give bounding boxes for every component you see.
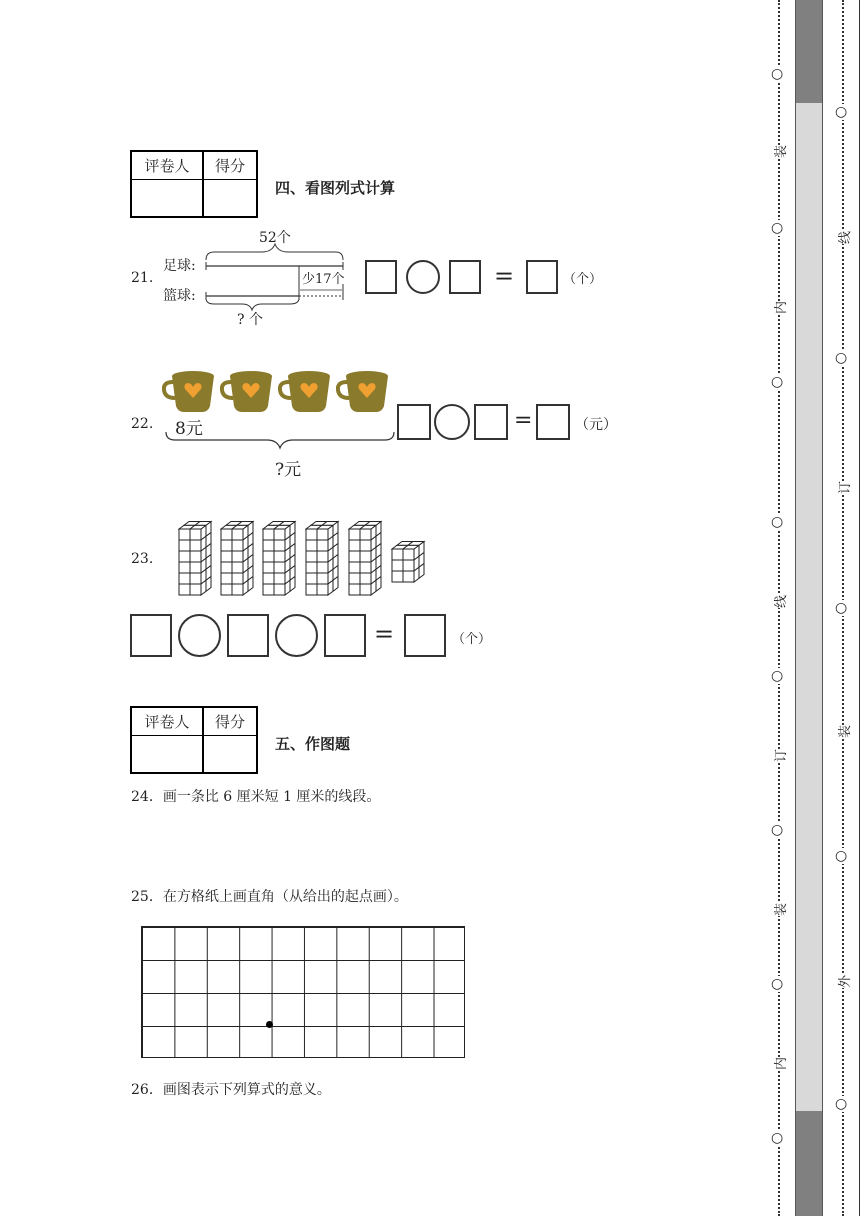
q23-operator-circle-1[interactable]	[178, 614, 221, 657]
section-title-4: 四、看图列式计算	[275, 179, 396, 197]
q23-result-box[interactable]	[404, 614, 446, 657]
outer-mark-ding: 订	[834, 481, 853, 494]
inner-mark-ding: 订	[770, 749, 789, 762]
q21-unit: （个）	[563, 272, 603, 287]
inner-circle-mark: ○	[771, 1130, 784, 1146]
q21-operator-circle[interactable]	[406, 260, 440, 294]
q23-equals-sign: =	[374, 620, 395, 648]
q21-bar-diagram	[200, 240, 350, 315]
cube-tower-icon	[262, 517, 306, 607]
inner-mark-nei-1: 内	[770, 301, 789, 314]
outer-circle-mark: ○	[835, 848, 848, 864]
outer-circle-mark: ○	[835, 1096, 848, 1112]
q25-grid-paper[interactable]	[141, 926, 465, 1058]
outer-circle-mark: ○	[835, 104, 848, 120]
q22-operator-circle[interactable]	[434, 404, 470, 440]
q21-result-box[interactable]	[526, 260, 558, 294]
inner-circle-mark: ○	[771, 374, 784, 390]
q21-equals-sign: =	[494, 262, 515, 290]
inner-circle-mark: ○	[771, 668, 784, 684]
question-25-text: 25．在方格纸上画直角（从给出的起点画）。	[131, 889, 408, 905]
question-number-21: 21.	[131, 270, 154, 286]
q22-brace	[163, 430, 398, 454]
inner-mark-zhuang-2: 装	[770, 903, 789, 916]
question-number-22: 22.	[131, 416, 154, 432]
inner-circle-mark: ○	[771, 66, 784, 82]
cup-icon	[162, 368, 216, 418]
q21-football-label: 足球:	[163, 258, 196, 274]
cube-tower-icon	[178, 517, 222, 607]
outer-mark-xian: 线	[834, 231, 853, 244]
inner-circle-mark: ○	[771, 822, 784, 838]
cup-icon	[220, 368, 274, 418]
cube-tower-icon	[220, 517, 264, 607]
question-26-text: 26．画图表示下列算式的意义。	[131, 1082, 331, 1098]
q22-result-box[interactable]	[536, 404, 570, 440]
q23-unit: （个）	[452, 632, 492, 647]
q23-answer-box-1[interactable]	[130, 614, 172, 657]
inner-mark-nei-2: 内	[770, 1057, 789, 1070]
question-number-23: 23.	[131, 551, 154, 567]
cube-tower-icon	[391, 537, 435, 594]
q23-operator-circle-2[interactable]	[275, 614, 318, 657]
q21-basketball-label: 篮球:	[163, 288, 196, 304]
q23-answer-box-3[interactable]	[324, 614, 366, 657]
score-box-reviewer-label: 评卷人	[132, 708, 202, 736]
score-box-score-label: 得分	[204, 152, 256, 180]
q21-answer-box-1[interactable]	[365, 260, 397, 294]
q22-answer-box-1[interactable]	[397, 404, 431, 440]
inner-mark-xian: 线	[770, 595, 789, 608]
q22-unknown-label: ?元	[275, 460, 302, 480]
score-box-reviewer-label: 评卷人	[132, 152, 202, 180]
score-box-section4	[130, 150, 258, 218]
q22-unit: （元）	[575, 417, 617, 433]
q22-answer-box-2[interactable]	[474, 404, 508, 440]
cup-icon	[278, 368, 332, 418]
inner-circle-mark: ○	[771, 220, 784, 236]
q21-unknown-label: ? 个	[237, 312, 263, 328]
outer-circle-mark: ○	[835, 600, 848, 616]
q22-price-label: 8元	[175, 419, 203, 439]
q21-total-label: 52个	[259, 230, 291, 246]
outer-mark-zhuang: 装	[834, 725, 853, 738]
inner-mark-zhuang-1: 装	[770, 145, 789, 158]
score-box-section5	[130, 706, 258, 774]
q21-answer-box-2[interactable]	[449, 260, 481, 294]
cup-icon	[336, 368, 390, 418]
cube-tower-icon	[305, 517, 349, 607]
q23-answer-box-2[interactable]	[227, 614, 269, 657]
section-title-5: 五、作图题	[275, 735, 351, 753]
inner-circle-mark: ○	[771, 514, 784, 530]
outer-mark-wai: 外	[834, 975, 853, 988]
q25-start-point	[266, 1021, 273, 1028]
outer-circle-mark: ○	[835, 350, 848, 366]
q21-difference-label: 少17个	[302, 272, 345, 287]
question-24-text: 24．画一条比 6 厘米短 1 厘米的线段。	[131, 789, 381, 805]
inner-circle-mark: ○	[771, 976, 784, 992]
q22-equals-sign: =	[514, 408, 533, 433]
cube-tower-icon	[348, 517, 392, 607]
score-box-score-label: 得分	[204, 708, 256, 736]
